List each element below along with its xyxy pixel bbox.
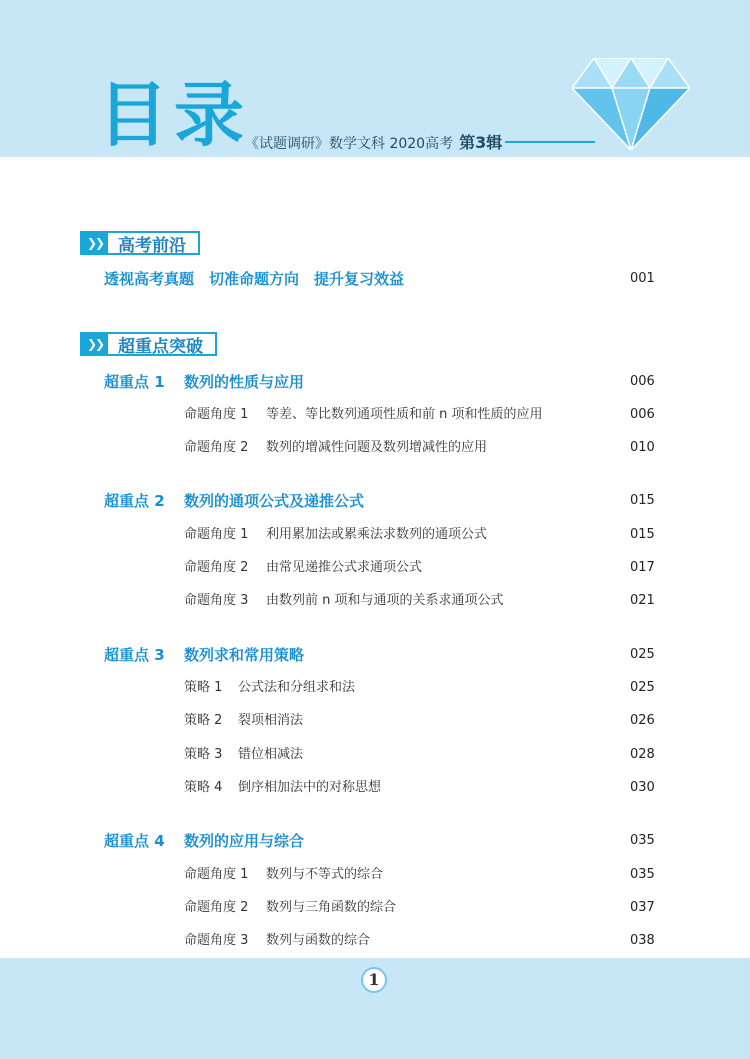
toc-entry-page: 015 <box>630 527 655 542</box>
toc-group-entry[interactable] <box>0 371 750 393</box>
section-heading-label: 超重点突破 <box>118 336 203 357</box>
toc-entry-label: 命题角度 3 <box>184 933 249 948</box>
toc-entry-title: 倒序相加法中的对称思想 <box>238 780 382 795</box>
toc-entry-page: 038 <box>630 933 655 948</box>
toc-entry[interactable] <box>0 557 750 579</box>
toc-entry[interactable] <box>0 437 750 459</box>
toc-entry[interactable] <box>0 524 750 546</box>
toc-entry-page: 025 <box>630 647 655 662</box>
toc-entry-page: 006 <box>630 374 655 389</box>
toc-entry-page: 035 <box>630 867 655 882</box>
toc-entry-label: 策略 2 <box>184 713 223 728</box>
toc-entry-label: 命题角度 1 <box>184 867 249 882</box>
diamond-icon <box>572 58 690 150</box>
toc-entry-title: 公式法和分组求和法 <box>238 680 356 695</box>
toc-entry-page: 026 <box>630 713 655 728</box>
toc-entry[interactable] <box>0 777 750 799</box>
toc-entry-title: 数列与不等式的综合 <box>266 867 384 882</box>
toc-entry-page: 010 <box>630 440 655 455</box>
toc-entry-label: 命题角度 1 <box>184 407 249 422</box>
toc-entry-label: 策略 1 <box>184 680 223 695</box>
edition-label: 第3辑 <box>459 133 503 152</box>
toc-entry-page: 030 <box>630 780 655 795</box>
toc-entry-page: 035 <box>630 833 655 848</box>
toc-group-title: 数列的性质与应用 <box>184 373 305 391</box>
toc-entry-page: 017 <box>630 560 655 575</box>
toc-entry-title: 等差、等比数列通项性质和前 n 项和性质的应用 <box>266 407 543 422</box>
section-heading-label: 高考前沿 <box>118 235 186 256</box>
toc-entry[interactable] <box>0 744 750 766</box>
toc-group-entry[interactable] <box>0 830 750 852</box>
toc-entry-page: 001 <box>630 271 655 286</box>
toc-entry[interactable] <box>0 404 750 426</box>
header-subtitle <box>245 130 502 153</box>
toc-group-title: 数列的通项公式及递推公式 <box>184 492 365 510</box>
toc-entry-title: 由数列前 n 项和与通项的关系求通项公式 <box>266 593 504 608</box>
toc-group-title: 数列的应用与综合 <box>184 832 305 850</box>
toc-entry-label: 命题角度 3 <box>184 593 249 608</box>
toc-entry-title: 错位相减法 <box>238 747 304 762</box>
toc-group-label: 超重点 1 <box>104 373 165 391</box>
section-heading <box>80 332 217 356</box>
toc-entry[interactable] <box>0 268 750 290</box>
toc-entry-label: 命题角度 2 <box>184 440 249 455</box>
section-heading <box>80 231 200 255</box>
toc-entry-page: 021 <box>630 593 655 608</box>
toc-entry[interactable] <box>0 864 750 886</box>
toc-entry[interactable] <box>0 930 750 952</box>
toc-entry-page: 025 <box>630 680 655 695</box>
toc-entry-title: 透视高考真题 切准命题方向 提升复习效益 <box>104 270 405 288</box>
toc-entry-title: 利用累加法或累乘法求数列的通项公式 <box>266 527 488 542</box>
double-chevron-icon: ❯❯ <box>82 334 108 354</box>
toc-group-label: 超重点 3 <box>104 646 165 664</box>
toc-entry-title: 数列的增减性问题及数列增减性的应用 <box>266 440 488 455</box>
series-title: 《试题调研》数学文科 2020高考 <box>245 136 454 152</box>
toc-entry-title: 裂项相消法 <box>238 713 304 728</box>
double-chevron-icon: ❯❯ <box>82 233 108 253</box>
subtitle-rule <box>505 141 595 143</box>
toc-entry[interactable] <box>0 897 750 919</box>
toc-entry-page: 028 <box>630 747 655 762</box>
toc-entry-label: 命题角度 2 <box>184 560 249 575</box>
toc-entry-label: 命题角度 2 <box>184 900 249 915</box>
toc-entry-title: 由常见递推公式求通项公式 <box>266 560 423 575</box>
toc-entry-title: 数列与三角函数的综合 <box>266 900 397 915</box>
page-number: 1 <box>361 967 387 993</box>
toc-entry-title: 数列与函数的综合 <box>266 933 371 948</box>
toc-entry-label: 策略 4 <box>184 780 223 795</box>
toc-entry-page: 006 <box>630 407 655 422</box>
toc-entry[interactable] <box>0 677 750 699</box>
toc-entry[interactable] <box>0 590 750 612</box>
toc-group-title: 数列求和常用策略 <box>184 646 305 664</box>
page-title: 目录 <box>98 74 250 156</box>
toc-group-entry[interactable] <box>0 644 750 666</box>
toc-entry-label: 策略 3 <box>184 747 223 762</box>
toc-group-label: 超重点 2 <box>104 492 165 510</box>
toc-group-label: 超重点 4 <box>104 832 165 850</box>
toc-entry-page: 037 <box>630 900 655 915</box>
toc-group-entry[interactable] <box>0 490 750 512</box>
toc-entry-label: 命题角度 1 <box>184 527 249 542</box>
toc-entry[interactable] <box>0 710 750 732</box>
toc-entry-page: 015 <box>630 493 655 508</box>
